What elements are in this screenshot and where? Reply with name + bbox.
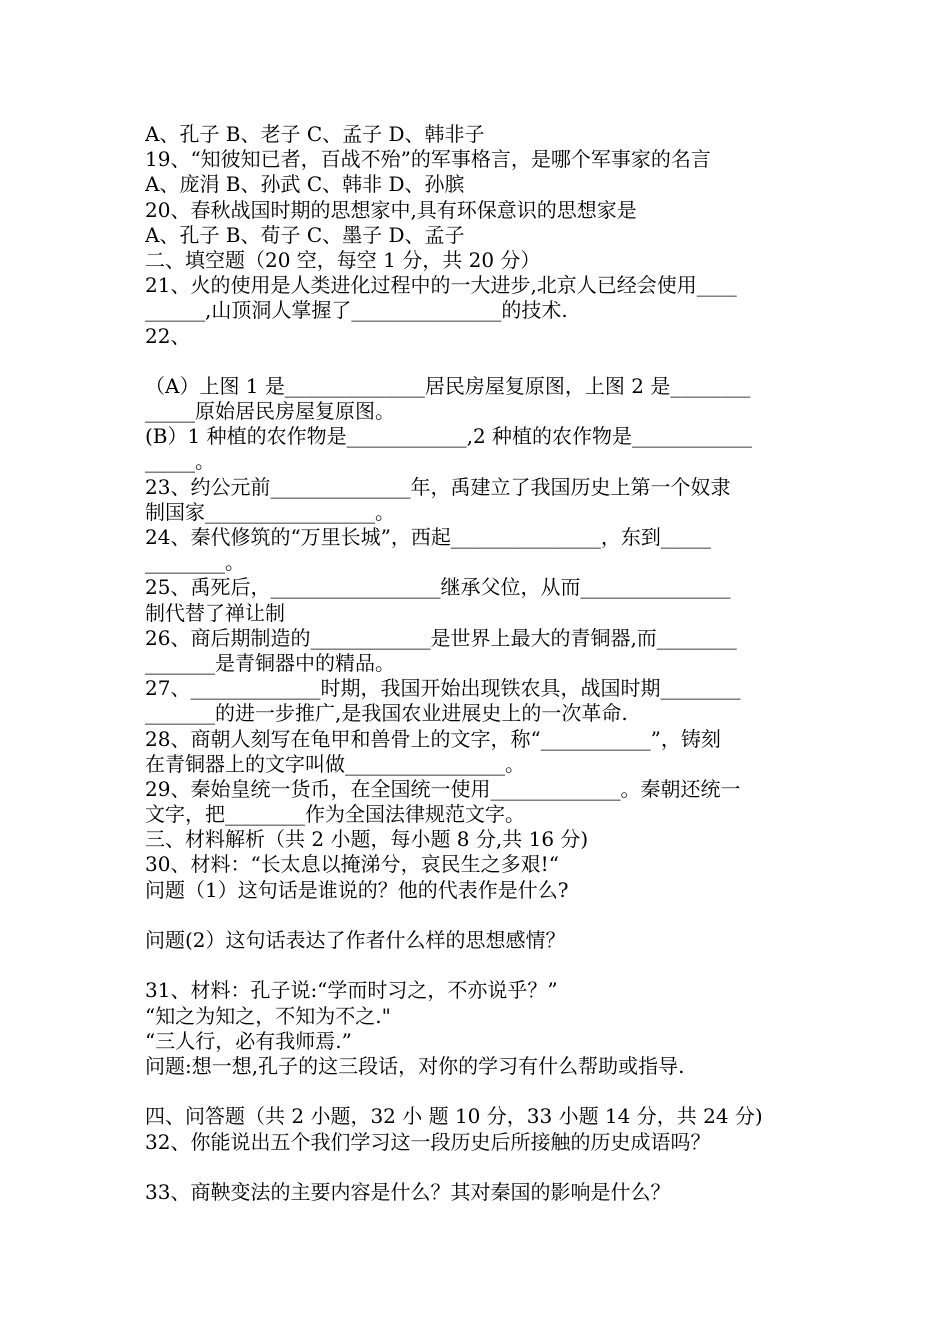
section-3-heading: 三、材料解析（共 2 小题，每小题 8 分,共 16 分)	[145, 827, 589, 852]
blank-line	[145, 1155, 810, 1180]
section-4-heading: 四、问答题（共 2 小题，32 小 题 10 分，33 小题 14 分，共 24 分)	[145, 1104, 763, 1129]
q33-question: 33、商鞅变法的主要内容是什么？其对秦国的影响是什么？	[145, 1179, 671, 1204]
blank-line	[145, 903, 810, 928]
q29-line-1: 29、秦始皇统一货币，在全国统一使用_____________。秦朝还统一	[145, 776, 741, 801]
q23-line-2: 制国家_________________。	[145, 499, 395, 524]
q27-line-2: _______的进一步推广,是我国农业进展史上的一次革命.	[145, 701, 628, 726]
q25-line-1: 25、禹死后，_________________继承父位，从而_______________	[145, 575, 731, 600]
q19-question: 19、“知彼知已者，百战不殆”的军事格言，是哪个军事家的名言	[145, 147, 711, 172]
blank-line	[145, 349, 810, 374]
q24-line-1: 24、秦代修筑的“万里长城”，西起_______________，东到_____	[145, 525, 711, 549]
q19-options: A、庞涓 B、孙武 C、韩非 D、孙膑	[145, 172, 465, 197]
blank-line	[145, 953, 810, 978]
q23-line-1: 23、约公元前______________年，禹建立了我国历史上第一个奴隶	[145, 474, 731, 499]
q31-material-2: “知之为知之，不知为不之."	[145, 1003, 391, 1028]
q30-material: 30、材料：“长太息以掩涕兮，哀民生之多艰!“	[145, 852, 559, 877]
q28-line-2: 在青铜器上的文字叫做________________。	[145, 751, 525, 776]
blank-line	[145, 1079, 810, 1104]
q32-question: 32、你能说出五个我们学习这一段历史后所接触的历史成语吗？	[145, 1129, 711, 1154]
q18-options: A、孔子 B、老子 C、孟子 D、韩非子	[145, 122, 485, 146]
q20-question: 20、春秋战国时期的思想家中,具有环保意识的思想家是	[145, 197, 637, 222]
q21-line-1: 21、火的使用是人类进化过程中的一大进步,北京人已经会使用____	[145, 273, 737, 298]
q22-label: 22、	[145, 323, 191, 348]
document-page	[145, 122, 810, 1205]
q25-line-2: 制代替了禅让制	[145, 600, 285, 625]
q29-line-2: 文字，把________作为全国法律规范文字。	[145, 802, 525, 827]
q21-line-2: ______,山顶洞人掌握了_______________的技术.	[145, 298, 568, 323]
q26-line-1: 26、商后期制造的____________是世界上最大的青铜器,而________	[145, 625, 737, 650]
q20-options: A、孔子 B、荀子 C、墨子 D、孟子	[145, 222, 465, 247]
q26-line-2: _______是青铜器中的精品。	[145, 650, 395, 675]
q31-material-1: 31、材料：孔子说:“学而时习之，不亦说乎？”	[145, 978, 558, 1003]
q24-line-2: ________。	[145, 550, 245, 575]
q28-line-1: 28、商朝人刻写在龟甲和兽骨上的文字，称“___________”，铸刻	[145, 726, 721, 751]
q31-question: 问题:想一想,孔子的这三段话，对你的学习有什么帮助或指导.	[145, 1053, 685, 1078]
q22b-line-1: (B）1 种植的农作物是____________,2 种植的农作物是____________	[145, 424, 753, 449]
section-2-heading: 二、填空题（20 空，每空 1 分，共 20 分）	[145, 247, 541, 272]
q31-material-3: “三人行，必有我师焉.”	[145, 1028, 352, 1053]
q27-line-1: 27、_____________时期，我国开始出现铁农具，战国时期________	[145, 676, 741, 701]
q22a-line-1: （A）上图 1 是______________居民房屋复原图，上图 2 是________	[145, 373, 751, 398]
q30-question-1: 问题（1）这句话是谁说的？他的代表作是什么?	[145, 877, 569, 902]
q22b-line-2: _____。	[145, 449, 215, 474]
q22a-line-2: _____原始居民房屋复原图。	[145, 399, 395, 424]
q30-question-2: 问题(2）这句话表达了作者什么样的思想感情？	[145, 928, 566, 952]
